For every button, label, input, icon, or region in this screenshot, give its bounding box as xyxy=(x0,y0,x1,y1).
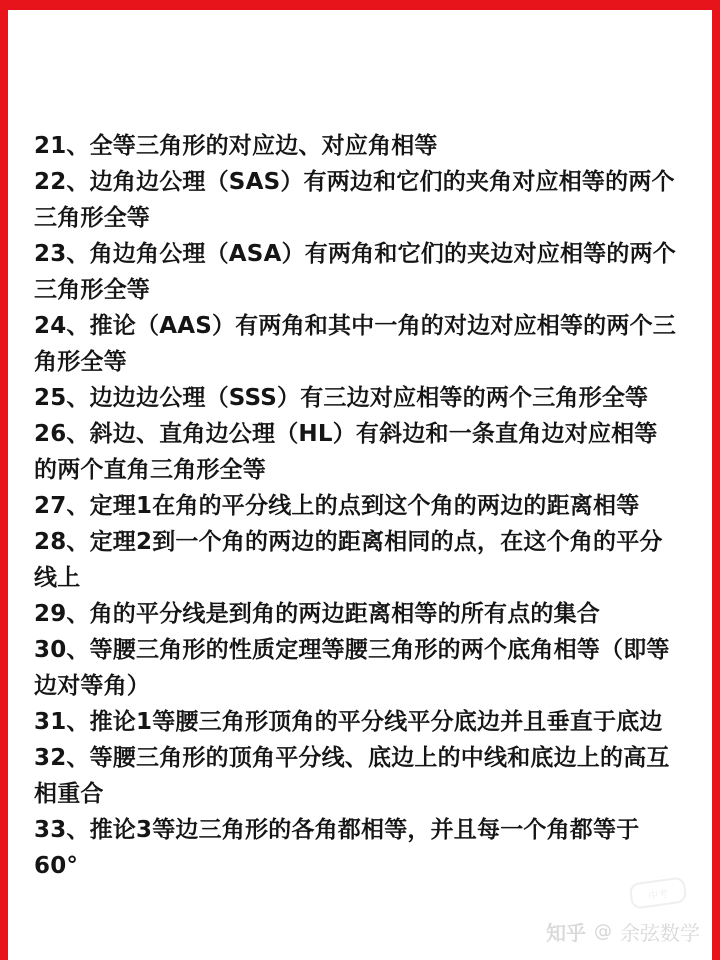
line-15: 30、等腰三角形的性质定理等腰三角形的两个底角相等（即等 xyxy=(34,637,670,663)
watermark-at: @ xyxy=(594,921,612,942)
line-04: 23、角边角公理（ASA）有两角和它们的夹边对应相等的两个 xyxy=(34,241,676,267)
line-13: 线上 xyxy=(34,565,81,591)
line-02: 22、边角边公理（SAS）有两边和它们的夹角对应相等的两个 xyxy=(34,169,675,195)
line-05: 三角形全等 xyxy=(34,277,150,303)
content-sheet xyxy=(8,10,712,960)
line-21: 60° xyxy=(34,853,79,879)
watermark-author: 余弦数学 xyxy=(620,921,700,945)
line-08: 25、边边边公理（SSS）有三边对应相等的两个三角形全等 xyxy=(34,385,649,411)
line-17: 31、推论1等腰三角形顶角的平分线平分底边并且垂直于底边 xyxy=(34,709,663,735)
watermark-brand: 知乎 xyxy=(546,921,586,945)
watermark xyxy=(546,917,700,946)
line-10: 的两个直角三角形全等 xyxy=(34,457,266,483)
line-09: 26、斜边、直角边公理（HL）有斜边和一条直角边对应相等 xyxy=(34,421,658,447)
line-11: 27、定理1在角的平分线上的点到这个角的两边的距离相等 xyxy=(34,493,640,519)
line-18: 32、等腰三角形的顶角平分线、底边上的中线和底边上的高互 xyxy=(34,745,670,771)
line-14: 29、角的平分线是到角的两边距离相等的所有点的集合 xyxy=(34,601,601,627)
line-19: 相重合 xyxy=(34,781,104,807)
line-06: 24、推论（AAS）有两角和其中一角的对边对应相等的两个三 xyxy=(34,313,676,339)
line-03: 三角形全等 xyxy=(34,205,150,231)
line-12: 28、定理2到一个角的两边的距离相同的点，在这个角的平分 xyxy=(34,529,663,555)
faint-stamp: 中考 xyxy=(628,876,687,910)
line-07: 角形全等 xyxy=(34,349,127,375)
line-01: 21、全等三角形的对应边、对应角相等 xyxy=(34,133,438,159)
line-16: 边对等角） xyxy=(34,673,150,699)
line-20: 33、推论3等边三角形的各角都相等，并且每一个角都等于 xyxy=(34,817,640,843)
